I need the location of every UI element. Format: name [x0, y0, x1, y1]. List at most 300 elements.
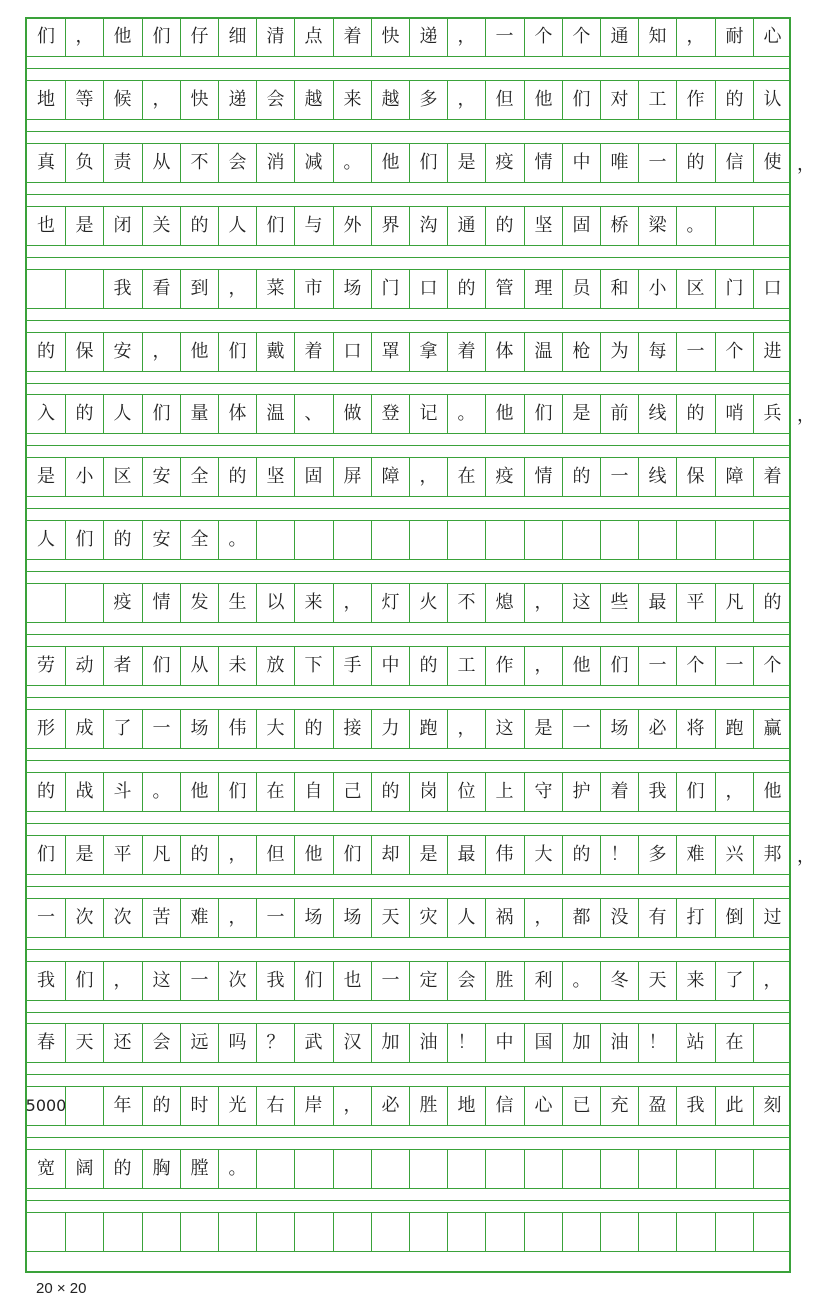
grid-cell: 员	[562, 270, 600, 308]
grid-row	[25, 332, 791, 372]
grid-cell: 熄	[485, 584, 523, 622]
grid-cell: 做	[333, 395, 371, 433]
grid-cell: 他	[371, 144, 409, 182]
grid-cell: 们	[142, 395, 180, 433]
grid-cell	[447, 1150, 485, 1188]
grid-cell: 加	[371, 1024, 409, 1062]
grid-cell	[753, 207, 791, 245]
grid-row	[25, 394, 791, 434]
grid-cell: 吗	[218, 1024, 256, 1062]
grid-cell: 此	[715, 1087, 753, 1125]
grid-cell: 通	[600, 18, 638, 56]
grid-cell: 一	[676, 333, 714, 371]
grid-cell: ，	[676, 18, 714, 56]
grid-cell	[562, 521, 600, 559]
row-gap-line	[25, 1200, 791, 1201]
grid-cell: 平	[103, 836, 141, 874]
grid-cell: 灯	[371, 584, 409, 622]
grid-cell: 到	[180, 270, 218, 308]
grid-cell: 是	[65, 207, 103, 245]
grid-cell: 关	[142, 207, 180, 245]
grid-cell: 梁	[638, 207, 676, 245]
grid-cell: 凡	[142, 836, 180, 874]
grid-cell: ，	[218, 899, 256, 937]
grid-cell: 火	[409, 584, 447, 622]
grid-cell: 着	[294, 333, 332, 371]
grid-cell: 每	[638, 333, 676, 371]
grid-cell	[256, 521, 294, 559]
grid-cell: 们	[333, 836, 371, 874]
grid-cell: ，	[218, 836, 256, 874]
grid-cell: 安	[142, 521, 180, 559]
grid-cell: ，	[409, 458, 447, 496]
grid-cell: 们	[65, 962, 103, 1000]
grid-row	[25, 835, 791, 875]
grid-row	[25, 1212, 791, 1252]
grid-cell: 线	[638, 458, 676, 496]
grid-cell	[753, 1024, 791, 1062]
grid-cell: 的	[562, 836, 600, 874]
grid-cell: 一	[142, 710, 180, 748]
grid-cell: 他	[180, 333, 218, 371]
grid-cell: 成	[65, 710, 103, 748]
grid-cell: 小	[638, 270, 676, 308]
grid-cell: 难	[180, 899, 218, 937]
grid-cell: 胸	[142, 1150, 180, 1188]
grid-cell: ，	[103, 962, 141, 1000]
grid-cell: 阔	[65, 1150, 103, 1188]
grid-cell: 情	[524, 458, 562, 496]
grid-cell: 着	[447, 333, 485, 371]
grid-cell: 桥	[600, 207, 638, 245]
grid-cell: 冬	[600, 962, 638, 1000]
grid-cell: 人	[447, 899, 485, 937]
grid-cell: 消	[256, 144, 294, 182]
grid-cell: 手	[333, 647, 371, 685]
grid-row	[25, 520, 791, 560]
grid-cell: 点	[294, 18, 332, 56]
grid-cell: 的	[103, 521, 141, 559]
grid-cell: 安	[142, 458, 180, 496]
grid-cell: 天	[371, 899, 409, 937]
grid-cell: 难	[676, 836, 714, 874]
grid-cell: 一	[371, 962, 409, 1000]
grid-cell: 们	[294, 962, 332, 1000]
grid-cell: 为	[600, 333, 638, 371]
grid-cell: 们	[142, 647, 180, 685]
grid-cell: 天	[638, 962, 676, 1000]
grid-cell	[753, 521, 791, 559]
grid-cell	[294, 521, 332, 559]
row-gap-line	[25, 823, 791, 824]
grid-cell: 过	[753, 899, 791, 937]
grid-cell	[294, 1150, 332, 1188]
grid-cell: 刻	[753, 1087, 791, 1125]
grid-cell: 打	[676, 899, 714, 937]
grid-cell: 场	[333, 899, 371, 937]
grid-cell: 耐	[715, 18, 753, 56]
grid-cell	[524, 1213, 562, 1251]
grid-cell: 站	[676, 1024, 714, 1062]
grid-cell: 年	[103, 1087, 141, 1125]
grid-row	[25, 457, 791, 497]
grid-cell	[65, 1087, 103, 1125]
grid-cell: 春	[37, 1032, 55, 1053]
grid-row	[25, 898, 791, 938]
grid-cell: 苦	[142, 899, 180, 937]
grid-cell: 胜	[409, 1087, 447, 1125]
grid-cell	[180, 1213, 218, 1251]
grid-cell: 但	[485, 81, 523, 119]
grid-cell: 心	[753, 18, 791, 56]
grid-cell: 他	[180, 773, 218, 811]
grid-cell: 责	[103, 144, 141, 182]
grid-cell: 以	[256, 584, 294, 622]
grid-cell: 真	[37, 152, 55, 173]
grid-cell: 斗	[103, 773, 141, 811]
grid-cell: 的	[485, 207, 523, 245]
grid-row	[25, 269, 791, 309]
grid-cell: 来	[294, 584, 332, 622]
grid-cell: 固	[562, 207, 600, 245]
grid-cell: 已	[562, 1087, 600, 1125]
grid-cell: 武	[294, 1024, 332, 1062]
grid-row	[25, 772, 791, 812]
grid-cell: 进	[753, 333, 791, 371]
grid-cell: 在	[447, 458, 485, 496]
grid-cell: 形	[37, 718, 55, 739]
grid-cell: 一	[485, 18, 523, 56]
grid-cell: 的	[676, 395, 714, 433]
grid-cell	[485, 521, 523, 559]
grid-cell: 来	[333, 81, 371, 119]
grid-cell	[485, 1213, 523, 1251]
grid-cell: 戴	[256, 333, 294, 371]
grid-cell	[294, 1213, 332, 1251]
grid-cell: 兴	[715, 836, 753, 874]
grid-cell: 个	[676, 647, 714, 685]
grid-row	[25, 709, 791, 749]
grid-cell: 油	[409, 1024, 447, 1062]
grid-row	[25, 1023, 791, 1063]
grid-cell	[256, 1213, 294, 1251]
grid-cell: 一	[638, 144, 676, 182]
margin-punctuation: ，	[797, 154, 815, 175]
grid-cell: 他	[753, 773, 791, 811]
grid-cell: 区	[676, 270, 714, 308]
grid-cell	[333, 1213, 371, 1251]
grid-cell: 罩	[371, 333, 409, 371]
grid-cell: 安	[103, 333, 141, 371]
grid-cell	[27, 1213, 65, 1251]
grid-cell: 外	[333, 207, 371, 245]
grid-cell: 的	[676, 144, 714, 182]
grid-cell: ，	[333, 584, 371, 622]
grid-cell: 细	[218, 18, 256, 56]
row-gap-line	[25, 571, 791, 572]
grid-cell: 疫	[103, 584, 141, 622]
grid-cell: 我	[676, 1087, 714, 1125]
grid-cell: 们	[600, 647, 638, 685]
grid-cell: ，	[333, 1087, 371, 1125]
grid-cell: 是	[562, 395, 600, 433]
grid-cell: 坚	[256, 458, 294, 496]
grid-cell: 枪	[562, 333, 600, 371]
grid-cell: 快	[371, 18, 409, 56]
grid-cell: 。	[218, 521, 256, 559]
grid-cell: 祸	[485, 899, 523, 937]
grid-cell: 记	[409, 395, 447, 433]
grid-cell: 。	[562, 962, 600, 1000]
margin-punctuation: ，	[797, 405, 815, 426]
grid-cell: 。	[218, 1150, 256, 1188]
grid-cell: 人	[218, 207, 256, 245]
grid-cell: 生	[218, 584, 256, 622]
grid-cell: 必	[371, 1087, 409, 1125]
grid-cell: 伟	[218, 710, 256, 748]
grid-row	[25, 646, 791, 686]
grid-cell: 屏	[333, 458, 371, 496]
grid-cell: 坚	[524, 207, 562, 245]
grid-cell	[753, 1213, 791, 1251]
grid-cell: 的	[37, 341, 55, 362]
grid-cell	[27, 584, 65, 622]
grid-cell: ，	[524, 899, 562, 937]
grid-cell: 理	[524, 270, 562, 308]
grid-cell: 是	[409, 836, 447, 874]
grid-cell	[715, 1213, 753, 1251]
grid-row	[25, 206, 791, 246]
grid-row	[25, 17, 791, 57]
grid-cell	[562, 1213, 600, 1251]
grid-cell: 我	[638, 773, 676, 811]
grid-cell: 会	[142, 1024, 180, 1062]
row-gap-line	[25, 320, 791, 321]
grid-cell: 力	[371, 710, 409, 748]
grid-cell: 大	[256, 710, 294, 748]
grid-cell: 但	[256, 836, 294, 874]
grid-cell: 区	[103, 458, 141, 496]
grid-cell: 清	[256, 18, 294, 56]
grid-cell: 登	[371, 395, 409, 433]
row-gap-line	[25, 886, 791, 887]
grid-cell: 越	[371, 81, 409, 119]
grid-cell: 一	[715, 647, 753, 685]
grid-cell: ，	[142, 81, 180, 119]
margin-punctuation: ，	[797, 846, 815, 867]
grid-cell: 岸	[294, 1087, 332, 1125]
grid-cell: 灾	[409, 899, 447, 937]
grid-cell: 的	[447, 270, 485, 308]
grid-cell: 5000	[25, 1096, 67, 1115]
grid-cell	[600, 521, 638, 559]
grid-cell	[715, 207, 753, 245]
grid-cell: 们	[256, 207, 294, 245]
grid-cell: 劳	[37, 655, 55, 676]
grid-cell: 温	[524, 333, 562, 371]
grid-cell	[333, 1150, 371, 1188]
grid-cell: ，	[65, 18, 103, 56]
grid-cell: 们	[218, 773, 256, 811]
grid-cell: 中	[485, 1024, 523, 1062]
grid-cell: 我	[37, 970, 55, 991]
grid-cell: 盈	[638, 1087, 676, 1125]
grid-cell: 场	[180, 710, 218, 748]
grid-cell: 宽	[37, 1158, 55, 1179]
grid-cell: ，	[447, 81, 485, 119]
grid-cell: 前	[600, 395, 638, 433]
grid-cell: 体	[218, 395, 256, 433]
grid-cell: 一	[37, 907, 55, 928]
grid-cell: ，	[447, 710, 485, 748]
grid-cell: 个	[753, 647, 791, 685]
grid-cell: 场	[600, 710, 638, 748]
grid-cell: 护	[562, 773, 600, 811]
grid-cell: 情	[524, 144, 562, 182]
grid-cell: 着	[333, 18, 371, 56]
grid-cell: ，	[524, 647, 562, 685]
grid-cell: 未	[218, 647, 256, 685]
grid-cell: 跑	[409, 710, 447, 748]
grid-cell: 不	[180, 144, 218, 182]
grid-cell: 们	[676, 773, 714, 811]
row-gap-line	[25, 1137, 791, 1138]
row-gap-line	[25, 445, 791, 446]
grid-cell	[27, 270, 65, 308]
grid-cell: 平	[676, 584, 714, 622]
grid-cell: 的	[753, 584, 791, 622]
grid-cell: 信	[485, 1087, 523, 1125]
grid-cell: 障	[715, 458, 753, 496]
grid-cell: 天	[65, 1024, 103, 1062]
grid-cell: 温	[256, 395, 294, 433]
grid-cell: 他	[103, 18, 141, 56]
grid-cell: ！	[638, 1024, 676, 1062]
grid-cell: 地	[37, 89, 55, 110]
grid-cell: 我	[103, 270, 141, 308]
grid-cell: 场	[294, 899, 332, 937]
grid-cell: 一	[562, 710, 600, 748]
grid-cell: 界	[371, 207, 409, 245]
grid-cell: 是	[447, 144, 485, 182]
grid-cell: 他	[294, 836, 332, 874]
grid-cell: 与	[294, 207, 332, 245]
grid-cell: 倒	[715, 899, 753, 937]
grid-cell: 使	[753, 144, 791, 182]
grid-cell: 会	[256, 81, 294, 119]
grid-cell	[333, 521, 371, 559]
grid-cell: 的	[715, 81, 753, 119]
row-gap-line	[25, 131, 791, 132]
grid-cell: 唯	[600, 144, 638, 182]
grid-cell: 膛	[180, 1150, 218, 1188]
grid-cell: 了	[103, 710, 141, 748]
grid-cell: 作	[676, 81, 714, 119]
grid-cell: 保	[65, 333, 103, 371]
grid-row	[25, 583, 791, 623]
grid-cell: 的	[180, 836, 218, 874]
grid-cell: 们	[409, 144, 447, 182]
grid-cell: 光	[218, 1087, 256, 1125]
grid-cell: 这	[142, 962, 180, 1000]
grid-cell: 己	[333, 773, 371, 811]
grid-cell	[524, 521, 562, 559]
grid-cell: 汉	[333, 1024, 371, 1062]
grid-cell: 右	[256, 1087, 294, 1125]
grid-cell: 一	[600, 458, 638, 496]
grid-cell	[562, 1150, 600, 1188]
grid-cell: 地	[447, 1087, 485, 1125]
row-gap-line	[25, 257, 791, 258]
grid-cell: 和	[600, 270, 638, 308]
grid-cell	[753, 1150, 791, 1188]
grid-cell: 远	[180, 1024, 218, 1062]
grid-cell: 赢	[753, 710, 791, 748]
grid-cell: 的	[409, 647, 447, 685]
grid-cell: 岗	[409, 773, 447, 811]
grid-cell: 认	[753, 81, 791, 119]
grid-cell: 将	[676, 710, 714, 748]
grid-cell: 他	[562, 647, 600, 685]
grid-row	[25, 80, 791, 120]
grid-cell: 伟	[485, 836, 523, 874]
grid-cell: 从	[180, 647, 218, 685]
grid-cell: 时	[180, 1087, 218, 1125]
grid-cell: 守	[524, 773, 562, 811]
grid-cell: 自	[294, 773, 332, 811]
grid-cell: 利	[524, 962, 562, 1000]
grid-cell: 最	[447, 836, 485, 874]
grid-cell: 也	[333, 962, 371, 1000]
grid-cell: 口	[753, 270, 791, 308]
grid-cell: 闭	[103, 207, 141, 245]
grid-cell: 。	[142, 773, 180, 811]
grid-cell: 他	[485, 395, 523, 433]
grid-cell: 的	[37, 781, 55, 802]
grid-cell: 疫	[485, 144, 523, 182]
grid-cell: 通	[447, 207, 485, 245]
grid-cell: 体	[485, 333, 523, 371]
grid-cell: 们	[524, 395, 562, 433]
grid-cell: 疫	[485, 458, 523, 496]
grid-cell: 们	[218, 333, 256, 371]
grid-cell: 们	[562, 81, 600, 119]
grid-cell: ？	[256, 1024, 294, 1062]
grid-cell: 一	[638, 647, 676, 685]
row-gap-line	[25, 760, 791, 761]
grid-cell: 有	[638, 899, 676, 937]
grid-cell	[142, 1213, 180, 1251]
grid-cell	[600, 1213, 638, 1251]
grid-cell: 线	[638, 395, 676, 433]
grid-cell: 没	[600, 899, 638, 937]
grid-cell: 也	[37, 215, 55, 236]
grid-row	[25, 961, 791, 1001]
grid-cell: 们	[65, 521, 103, 559]
grid-cell: 是	[37, 466, 55, 487]
grid-cell	[409, 521, 447, 559]
row-gap-line	[25, 1074, 791, 1075]
grid-cell: 最	[638, 584, 676, 622]
grid-cell: 多	[638, 836, 676, 874]
grid-cell: 这	[485, 710, 523, 748]
grid-cell: 、	[294, 395, 332, 433]
grid-cell: 场	[333, 270, 371, 308]
grid-cell: 上	[485, 773, 523, 811]
grid-cell	[409, 1213, 447, 1251]
grid-cell: 下	[294, 647, 332, 685]
grid-cell: 还	[103, 1024, 141, 1062]
